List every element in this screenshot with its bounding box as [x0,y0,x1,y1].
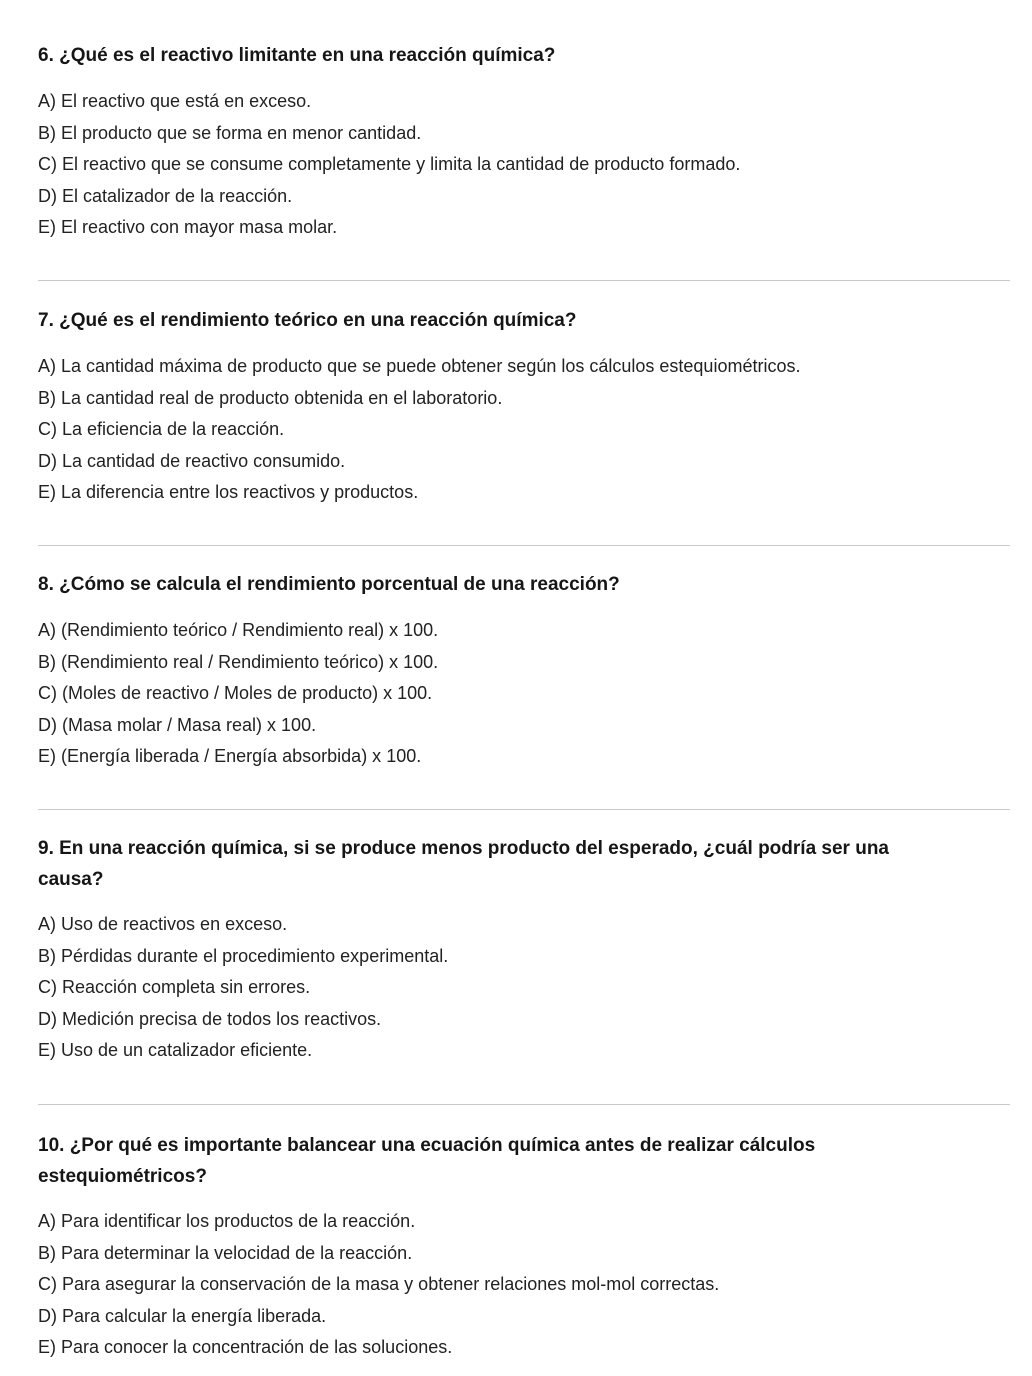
question-9 [38,833,998,1067]
divider [38,545,1010,546]
options-list [38,351,998,509]
option-e: E) Uso de un catalizador eficiente. [38,1040,313,1060]
option-a: A) La cantidad máxima de producto que se puede obtener según los cálculos estequiométricos. [38,356,801,376]
option-e: E) Para conocer la concentración de las soluciones. [38,1337,453,1357]
question-8 [38,569,998,773]
option-c: C) (Moles de reactivo / Moles de producto) x 100. [38,683,433,703]
question-title: 6. ¿Qué es el reactivo limitante en una reacción química? [38,45,556,66]
option-b: B) El producto que se forma en menor cantidad. [38,122,422,143]
option-b: B) Para determinar la velocidad de la reacción. [38,1242,413,1263]
divider [38,280,1010,281]
option-d: D) Medición precisa de todos los reactivos. [38,1008,382,1029]
options-list [38,615,998,773]
options-list [38,1206,998,1364]
option-c: C) Para asegurar la conservación de la masa y obtener relaciones mol-mol correctas. [38,1274,720,1294]
question-7 [38,305,998,509]
option-b: B) (Rendimiento real / Rendimiento teórico) x 100. [38,651,439,672]
question-title [38,1130,998,1192]
option-d: D) La cantidad de reactivo consumido. [38,450,346,471]
option-d: D) Para calcular la energía liberada. [38,1305,327,1326]
option-c: C) La eficiencia de la reacción. [38,419,285,439]
question-title-line-1: 9. En una reacción química, si se produce menos producto del esperado, ¿cuál podría ser una [38,838,890,859]
option-e: E) El reactivo con mayor masa molar. [38,217,338,237]
option-a: A) El reactivo que está en exceso. [38,91,312,111]
question-title: 7. ¿Qué es el rendimiento teórico en una reacción química? [38,310,577,331]
divider [38,1104,1010,1105]
question-title-line-2: estequiométricos? [38,1166,207,1187]
divider [38,809,1010,810]
option-a: A) (Rendimiento teórico / Rendimiento real) x 100. [38,620,439,640]
question-6 [38,40,998,244]
question-title-line-1: 10. ¿Por qué es importante balancear una ecuación química antes de realizar cálculos [38,1135,816,1156]
options-list [38,86,998,244]
question-title: 8. ¿Cómo se calcula el rendimiento porcentual de una reacción? [38,574,620,595]
option-c: C) Reacción completa sin errores. [38,977,311,997]
option-e: E) La diferencia entre los reactivos y productos. [38,482,419,502]
option-d: D) El catalizador de la reacción. [38,185,293,206]
option-e: E) (Energía liberada / Energía absorbida) x 100. [38,746,422,766]
options-list [38,909,998,1067]
option-c: C) El reactivo que se consume completamente y limita la cantidad de producto formado. [38,154,741,174]
option-b: B) Pérdidas durante el procedimiento experimental. [38,945,449,966]
option-b: B) La cantidad real de producto obtenida en el laboratorio. [38,387,503,408]
option-d: D) (Masa molar / Masa real) x 100. [38,714,317,735]
option-a: A) Para identificar los productos de la reacción. [38,1211,416,1231]
question-title [38,833,998,895]
question-10 [38,1130,998,1364]
option-a: A) Uso de reactivos en exceso. [38,914,288,934]
question-title-line-2: causa? [38,869,104,890]
